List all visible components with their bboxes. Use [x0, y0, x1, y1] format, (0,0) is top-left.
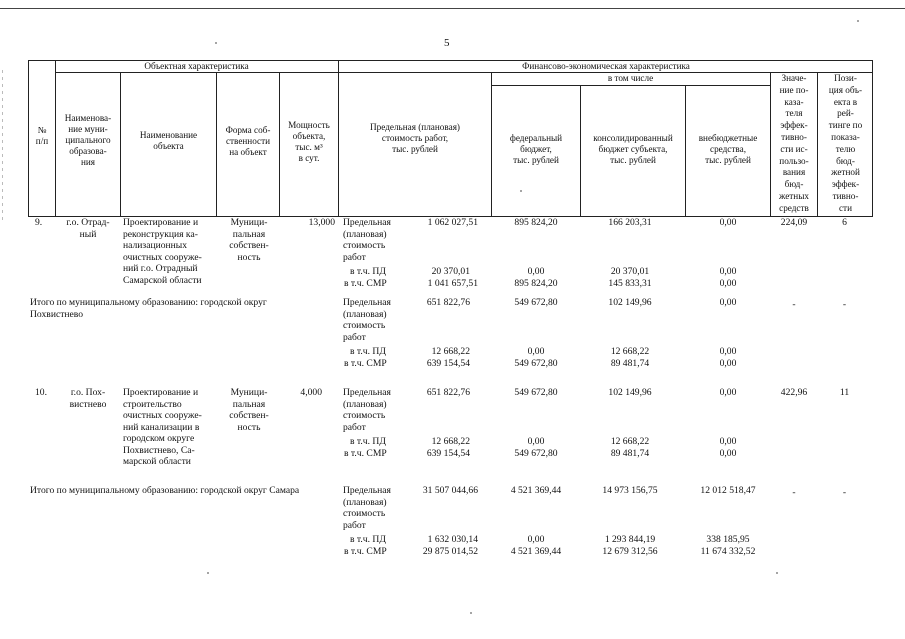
total1-rank: - — [842, 299, 847, 310]
total2-consolidated-smr: 12 679 312,56 — [602, 546, 658, 557]
total2-consolidated-total: 14 973 156,75 — [602, 485, 658, 496]
total1-extrabudget-total: 0,00 — [719, 297, 737, 308]
scan-speck — [470, 612, 472, 614]
row9-cost-label: Предельная (плановая) стоимость работ — [343, 217, 391, 263]
row9-ownership: Муници- пальная собствен- ность — [229, 217, 269, 263]
row9-capacity: 13,000 — [308, 217, 335, 228]
row10-efficiency: 422,96 — [780, 387, 808, 398]
header-finance-group: Финансово-экономическая характеристика — [522, 61, 690, 71]
total2-efficiency: - — [792, 487, 796, 498]
scan-speck — [857, 20, 859, 22]
total1-smr-label: в т.ч. СМР — [344, 358, 387, 369]
scan-speck — [776, 572, 778, 574]
row10-smr-label: в т.ч. СМР — [344, 448, 387, 459]
row9-cost-smr: 1 041 657,51 — [427, 278, 478, 289]
row10-consolidated-total: 102 149,96 — [608, 387, 652, 398]
row10-object: Проектирование и строительство очистных сооруже- ний канализации в городском округе Похвистнево, Са- марской области — [123, 387, 202, 467]
total1-federal-smr: 549 672,80 — [514, 358, 558, 369]
row10-extrabudget-smr: 0,00 — [719, 448, 737, 459]
total2-federal-pd: 0,00 — [527, 534, 545, 545]
row9-federal-smr: 895 824,20 — [514, 278, 558, 289]
row9-efficiency: 224,09 — [780, 217, 808, 228]
row9-consolidated-pd: 20 370,01 — [610, 266, 650, 277]
row9-rank: 6 — [842, 217, 847, 228]
row10-pd-label: в т.ч. ПД — [350, 436, 386, 447]
header-object-group: Объектная характеристика — [144, 61, 249, 71]
top-rule — [0, 8, 905, 9]
total2-cost-pd: 1 632 030,14 — [427, 534, 478, 545]
header-municipality: Наименова- ние муни- ципального образова- ния — [64, 113, 112, 167]
row9-federal-pd: 0,00 — [527, 266, 545, 277]
row9-num: 9. — [35, 217, 43, 228]
total1-cost-pd: 12 668,22 — [431, 346, 470, 357]
row10-rank: 11 — [839, 387, 850, 398]
total1-consolidated-pd: 12 668,22 — [610, 346, 650, 357]
total1-federal-total: 549 672,80 — [514, 297, 558, 308]
total1-federal-pd: 0,00 — [527, 346, 545, 357]
header-federal: федеральный бюджет, тыс. рублей — [509, 133, 563, 165]
page-number: 5 — [444, 37, 450, 49]
total1-consolidated-smr: 89 481,74 — [610, 358, 650, 369]
total2-rank: - — [842, 487, 847, 498]
row10-cost-pd: 12 668,22 — [431, 436, 470, 447]
total2-cost-label: Предельная (плановая) стоимость работ — [343, 485, 391, 531]
header-including: в том числе — [607, 73, 654, 83]
header-extrabudget: внебюджетные средства, тыс. рублей — [698, 133, 758, 165]
row9-consolidated-smr: 145 833,31 — [608, 278, 652, 289]
total2-extrabudget-total: 12 012 518,47 — [700, 485, 756, 496]
total1-pd-label: в т.ч. ПД — [350, 346, 386, 357]
row9-federal-total: 895 824,20 — [514, 217, 558, 228]
row10-capacity: 4,000 — [300, 387, 322, 398]
row10-extrabudget-pd: 0,00 — [719, 436, 737, 447]
total2-title: Итого по муниципальному образованию: городской округ Самара — [30, 485, 300, 496]
rule-including — [491, 85, 770, 86]
rule-object-group — [55, 72, 338, 73]
total2-cost-total: 31 507 044,66 — [422, 485, 478, 496]
row9-pd-label: в т.ч. ПД — [350, 266, 386, 277]
row9-extrabudget-smr: 0,00 — [719, 278, 737, 289]
row10-num: 10. — [35, 387, 47, 398]
row10-extrabudget-total: 0,00 — [719, 387, 737, 398]
row10-consolidated-pd: 12 668,22 — [610, 436, 650, 447]
row9-object: Проектирование и реконструкция ка- нализационных очистных сооруже- ний г.о. Отрадный Самарской области — [123, 217, 202, 286]
row10-municipality: г.о. Пох- вистнево — [69, 387, 107, 410]
row9-smr-label: в т.ч. СМР — [344, 278, 387, 289]
header-cost: Предельная (плановая) стоимость работ, тыс. рублей — [370, 122, 460, 154]
total1-extrabudget-pd: 0,00 — [719, 346, 737, 357]
row10-cost-smr: 639 154,54 — [426, 448, 470, 459]
total1-cost-smr: 639 154,54 — [426, 358, 470, 369]
scan-edge-marks — [2, 70, 3, 220]
row10-cost-label: Предельная (плановая) стоимость работ — [343, 387, 391, 433]
row10-federal-total: 549 672,80 — [514, 387, 558, 398]
total1-extrabudget-smr: 0,00 — [719, 358, 737, 369]
row10-federal-smr: 549 672,80 — [514, 448, 558, 459]
row9-extrabudget-pd: 0,00 — [719, 266, 737, 277]
header-efficiency: Значе- ние по- каза- теля эффек- тивно- сти ис- пользо- вания бюд- жетных средств — [778, 73, 809, 213]
total2-federal-smr: 4 521 369,44 — [510, 546, 562, 557]
row9-extrabudget-total: 0,00 — [719, 217, 737, 228]
row9-cost-pd: 20 370,01 — [431, 266, 470, 277]
total2-consolidated-pd: 1 293 844,19 — [604, 534, 656, 545]
header-table — [28, 60, 873, 217]
header-capacity: Мощность объекта, тыс. м³ в сут. — [288, 120, 330, 163]
row10-cost-total: 651 822,76 — [426, 387, 470, 398]
total1-cost-label: Предельная (плановая) стоимость работ — [343, 297, 391, 343]
row10-consolidated-smr: 89 481,74 — [610, 448, 650, 459]
total1-title: Итого по муниципальному образованию: городской округ Похвистнево — [30, 297, 267, 320]
total1-cost-total: 651 822,76 — [426, 297, 470, 308]
header-ownership: Форма соб- ственности на объект — [225, 125, 271, 157]
total2-cost-smr: 29 875 014,52 — [422, 546, 478, 557]
row10-ownership: Муници- пальная собствен- ность — [229, 387, 269, 433]
row9-cost-total: 1 062 027,51 — [427, 217, 478, 228]
row9-municipality: г.о. Отрад- ный — [66, 217, 110, 240]
row10-federal-pd: 0,00 — [527, 436, 545, 447]
total2-extrabudget-smr: 11 674 332,52 — [700, 546, 756, 557]
total1-efficiency: - — [792, 299, 796, 310]
header-consolidated: консолидированный бюджет субъекта, тыс. рублей — [593, 133, 673, 165]
header-num: № п/п — [35, 125, 49, 146]
total1-consolidated-total: 102 149,96 — [608, 297, 652, 308]
scan-speck — [215, 42, 217, 44]
row9-consolidated-total: 166 203,31 — [608, 217, 652, 228]
header-rank: Пози- ция объ- екта в рей- тинге по показа- телю бюд- жетной эффек- тивно- сти — [828, 73, 863, 213]
total2-smr-label: в т.ч. СМР — [344, 546, 387, 557]
total2-pd-label: в т.ч. ПД — [350, 534, 386, 545]
scan-speck — [520, 190, 522, 192]
scan-speck — [207, 572, 209, 574]
total2-extrabudget-pd: 338 185,95 — [706, 534, 750, 545]
total2-federal-total: 4 521 369,44 — [510, 485, 562, 496]
header-object: Наименование объекта — [139, 130, 198, 151]
